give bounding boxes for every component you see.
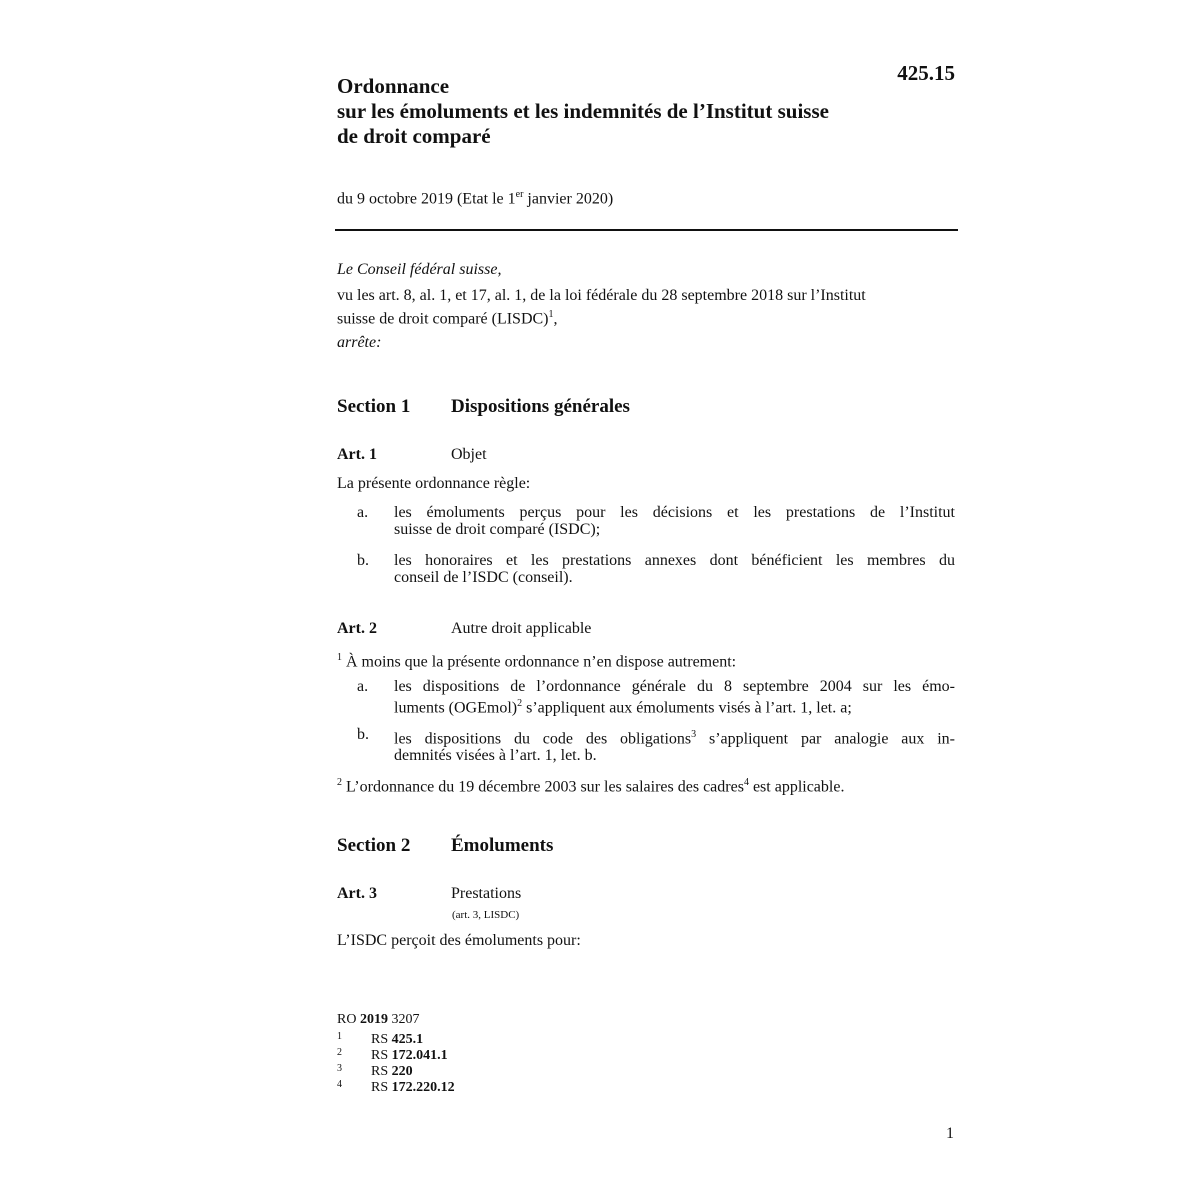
list-text: les honoraires et les prestations annexes dont bénéficient les membres du conseil de l’ISDC (conseil). [394,552,955,586]
paragraph-number: 2 [337,777,342,788]
list-text: les émoluments perçus pour les décisions et les prestations de l’Institut suisse de droit comparé (ISDC); [394,504,955,538]
article-intro: L’ISDC perçoit des émoluments pour: [337,932,581,949]
title-line: Ordonnance [337,74,450,98]
footnote-number: 1 [337,1031,342,1042]
footnote: 4 RS 172.220.12 [337,1079,455,1095]
paragraph-1: $^1$ À moins que la présente ordonnance n’en dispose autrement: [337,652,737,671]
footnote-link[interactable]: 425.1 [391,1032,424,1047]
paragraph-number: 1 [337,652,342,663]
list-item [337,504,955,540]
footnote-link[interactable]: 172.041.1 [391,1048,448,1063]
preamble-authority: Le Conseil fédéral suisse, [337,261,502,278]
page-number: 1 [946,1125,954,1142]
document-date: du 9 octobre 2019 (Etat le 1er janvier 2020) [337,189,614,208]
list-item [337,678,955,717]
article-intro: La présente ordonnance règle: [337,475,531,492]
list-letter: a. [357,678,369,695]
date-superscript: er [515,189,524,200]
title-line: sur les émoluments et les indemnités de l’Institut suisse [337,99,829,123]
list-item [337,726,956,765]
list-item [337,552,955,588]
footnote: 1 RS 425.1 [337,1031,424,1047]
footnote: 2 RS 172.041.1 [337,1047,448,1063]
footnote: 3 RS 220 [337,1063,413,1079]
preamble-vu-line: suisse de droit comparé (LISDC)$^1$, [337,309,558,328]
list-letter: a. [357,504,369,521]
footnote-ref[interactable]: 1 [548,309,554,320]
list-letter: b. [357,726,369,743]
footnote-ref[interactable]: 4 [743,777,749,788]
title-line: de droit comparé [337,124,491,148]
section-label: Section 1 [337,396,411,417]
section-title: Dispositions générales [451,396,630,417]
footnote-link[interactable]: 172.220.12 [391,1080,455,1095]
section-title: Émoluments [451,835,554,856]
article-note: (art. 3, LISDC) [452,909,520,921]
preamble-vu-line: vu les art. 8, al. 1, et 17, al. 1, de la loi fédérale du 28 septembre 2018 sur l’Institut [337,287,866,304]
list-text: les dispositions du code des obligations$^3$ s’appliquent par analogie aux in- demnités visées à l’art. 1, let. b. [394,729,956,765]
ro-reference: RO 2019 3207 [337,1012,420,1027]
preamble-arrete: arrête: [337,334,382,351]
footnote-ref[interactable]: 3 [691,729,697,740]
list-letter: b. [357,552,369,569]
article-title: Prestations [451,885,522,902]
footnote-number: 4 [337,1079,342,1090]
footnote-ref[interactable]: 2 [517,698,523,709]
list-text: les dispositions de l’ordonnance générale du 8 septembre 2004 sur les émo- luments (OGEmol)$^2$ s’appliquent aux émoluments visés à l’art. 1, let. a; [394,678,955,717]
article-label: Art. 1 [337,446,377,463]
footnote-number: 3 [337,1063,342,1074]
paragraph-2: $^2$ L’ordonnance du 19 décembre 2003 sur les salaires des cadres$^4$ est applicable. [337,777,845,796]
footnote-link[interactable]: 220 [391,1064,413,1079]
article-title: Autre droit applicable [451,620,592,637]
header-rule [335,229,958,231]
section-label: Section 2 [337,835,411,856]
footnote-number: 2 [337,1047,342,1058]
article-label: Art. 2 [337,620,377,637]
document-title [337,74,917,149]
sr-number: 425.15 [897,61,955,85]
article-title: Objet [451,446,487,463]
article-label: Art. 3 [337,885,377,902]
